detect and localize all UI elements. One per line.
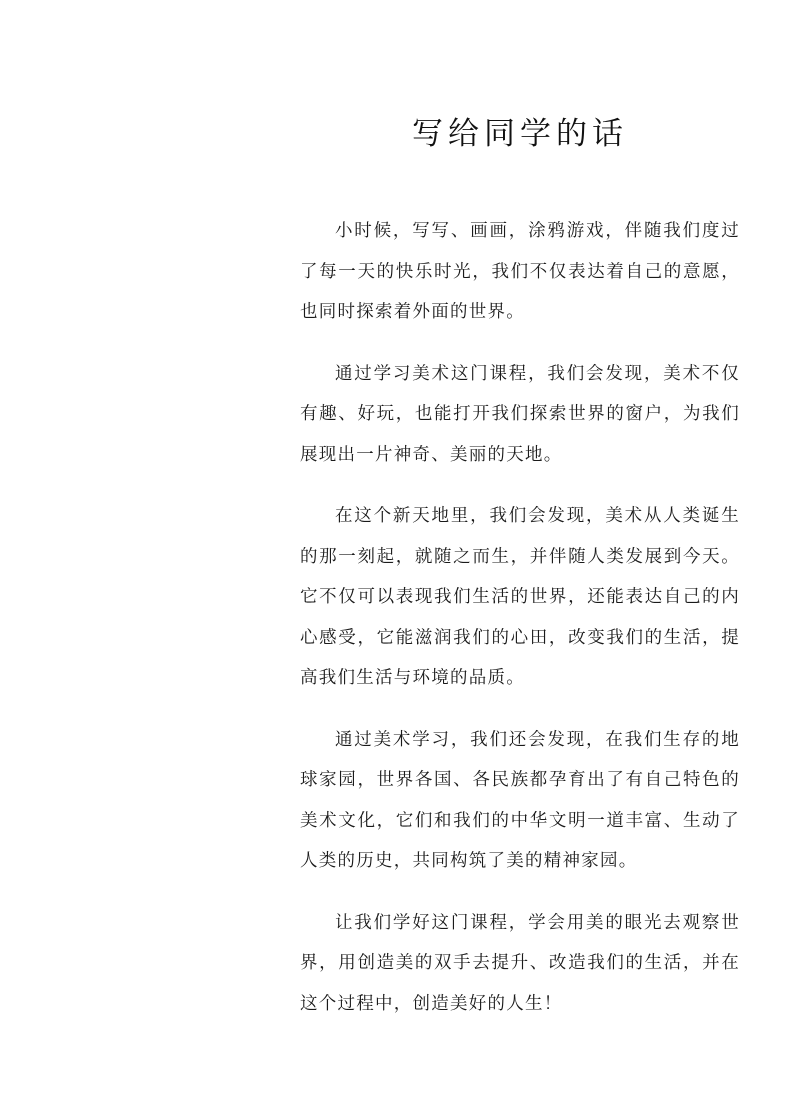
letter-body (300, 211, 740, 1045)
paragraph-5: 让我们学好这门课程，学会用美的眼光去观察世界，用创造美的双手去提升、改造我们的生活，并在这个过程中，创造美好的人生！ (300, 912, 740, 1014)
paragraph-3: 在这个新天地里，我们会发现，美术从人类诞生的那一刻起，就随之而生，并伴随人类发展到今天。它不仅可以表现我们生活的世界，还能表达自己的内心感受，它能滋润我们的心田，改变我们的生活，提高我们生活与环境的品质。 (300, 506, 740, 688)
page-title: 写给同学的话 (412, 116, 628, 152)
paragraph-1: 小时候，写写、画画，涂鸦游戏，伴随我们度过了每一天的快乐时光，我们不仅表达着自己的意愿，也同时探索着外面的世界。 (300, 221, 740, 322)
paragraph-2: 通过学习美术这门课程，我们会发现，美术不仅有趣、好玩，也能打开我们探索世界的窗户，为我们展现出一片神奇、美丽的天地。 (300, 363, 740, 465)
paragraph-4: 通过美术学习，我们还会发现，在我们生存的地球家园，世界各国、各民族都孕育出了有自己特色的美术文化，它们和我们的中华文明一道丰富、生动了人类的历史，共同构筑了美的精神家园。 (300, 729, 740, 871)
